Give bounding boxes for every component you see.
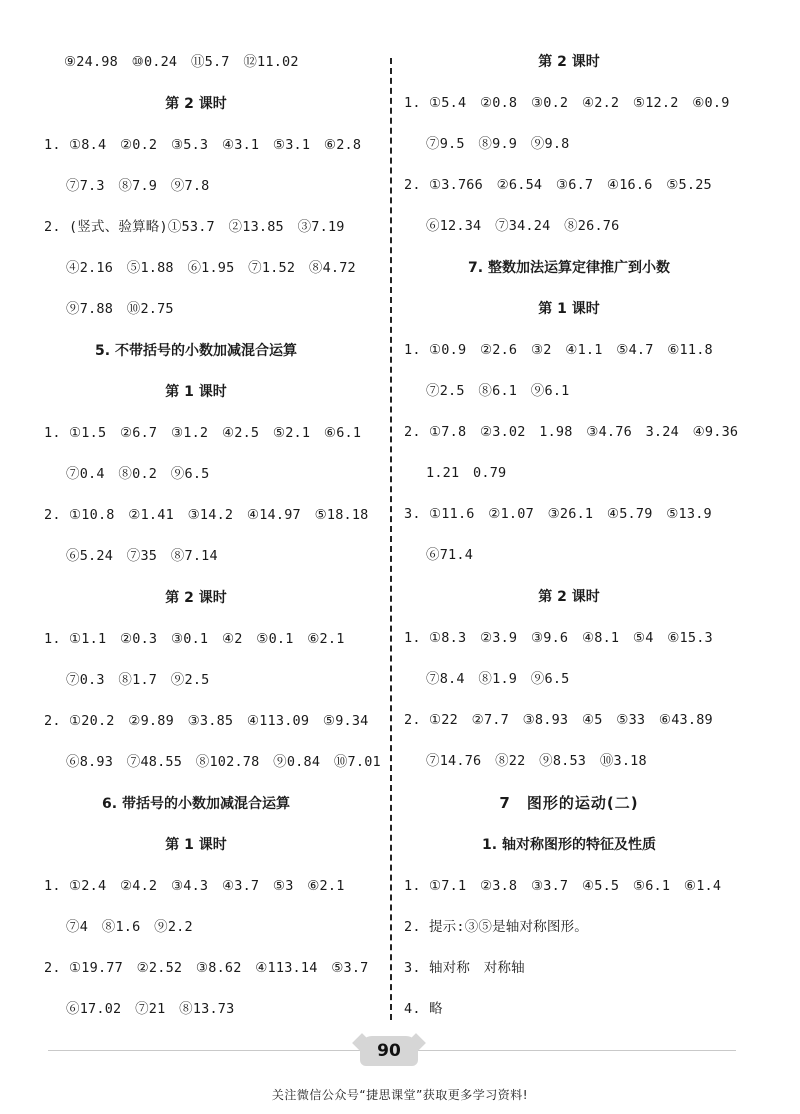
answer-line: ⑦4 ⑧1.6 ⑨2.2 bbox=[44, 919, 193, 935]
answer-line: ⑦7.3 ⑧7.9 ⑨7.8 bbox=[44, 178, 210, 194]
answer-line: 2. 提示:③⑤是轴对称图形。 bbox=[404, 919, 589, 935]
answer-line: 4. 略 bbox=[404, 1001, 443, 1017]
answer-line: 2. (竖式、验算略)①53.7 ②13.85 ③7.19 bbox=[44, 219, 345, 235]
lesson-heading: 第 1 课时 bbox=[165, 384, 227, 400]
answer-line: 2. ①3.766 ②6.54 ③6.7 ④16.6 ⑤5.25 bbox=[404, 177, 712, 193]
answer-line: 1. ①5.4 ②0.8 ③0.2 ④2.2 ⑤12.2 ⑥0.9 bbox=[404, 95, 730, 111]
section-heading: 6. 带括号的小数加减混合运算 bbox=[102, 796, 290, 812]
answer-line: ⑦0.3 ⑧1.7 ⑨2.5 bbox=[44, 672, 210, 688]
answer-line: 2. ①20.2 ②9.89 ③3.85 ④113.09 ⑤9.34 bbox=[44, 713, 369, 729]
answer-line: 2. ①19.77 ②2.52 ③8.62 ④113.14 ⑤3.7 bbox=[44, 960, 369, 976]
answer-line: ⑦14.76 ⑧22 ⑨8.53 ⑩3.18 bbox=[404, 753, 647, 769]
answer-line: 1. ①8.3 ②3.9 ③9.6 ④8.1 ⑤4 ⑥15.3 bbox=[404, 630, 713, 646]
answer-line: 1. ①1.5 ②6.7 ③1.2 ④2.5 ⑤2.1 ⑥6.1 bbox=[44, 425, 362, 441]
answer-line: ④2.16 ⑤1.88 ⑥1.95 ⑦1.52 ⑧4.72 bbox=[44, 260, 356, 276]
answer-line: ⑥5.24 ⑦35 ⑧7.14 bbox=[44, 548, 218, 564]
answer-line: ⑥71.4 bbox=[404, 547, 474, 563]
lesson-heading: 第 2 课时 bbox=[538, 54, 600, 70]
answer-line: ⑦8.4 ⑧1.9 ⑨6.5 bbox=[404, 671, 570, 687]
answer-line: ⑥8.93 ⑦48.55 ⑧102.78 ⑨0.84 ⑩7.01 bbox=[44, 754, 381, 770]
page-number: 90 bbox=[360, 1036, 418, 1066]
lesson-heading: 第 1 课时 bbox=[165, 837, 227, 853]
lesson-heading: 第 2 课时 bbox=[165, 96, 227, 112]
answer-line: 1. ①7.1 ②3.8 ③3.7 ④5.5 ⑤6.1 ⑥1.4 bbox=[404, 878, 722, 894]
section-heading: 1. 轴对称图形的特征及性质 bbox=[482, 837, 656, 853]
answer-line: 1. ①0.9 ②2.6 ③2 ④1.1 ⑤4.7 ⑥11.8 bbox=[404, 342, 713, 358]
lesson-heading: 第 2 课时 bbox=[165, 590, 227, 606]
answer-line: 1. ①2.4 ②4.2 ③4.3 ④3.7 ⑤3 ⑥2.1 bbox=[44, 878, 345, 894]
answer-line: 2. ①22 ②7.7 ③8.93 ④5 ⑤33 ⑥43.89 bbox=[404, 712, 713, 728]
answer-line: ⑨24.98 ⑩0.24 ⑪5.7 ⑫11.02 bbox=[64, 54, 299, 70]
answer-line: 3. ①11.6 ②1.07 ③26.1 ④5.79 ⑤13.9 bbox=[404, 506, 712, 522]
footer-note: 关注微信公众号“捷思课堂”获取更多学习资料! bbox=[271, 1088, 529, 1102]
column-divider bbox=[390, 58, 392, 1020]
answer-line: ⑦9.5 ⑧9.9 ⑨9.8 bbox=[404, 136, 570, 152]
answer-line: 2. ①7.8 ②3.02 1.98 ③4.76 3.24 ④9.36 bbox=[404, 424, 739, 440]
answer-line: 1. ①1.1 ②0.3 ③0.1 ④2 ⑤0.1 ⑥2.1 bbox=[44, 631, 345, 647]
answer-line: ⑥12.34 ⑦34.24 ⑧26.76 bbox=[404, 218, 620, 234]
section-heading: 5. 不带括号的小数加减混合运算 bbox=[95, 343, 297, 359]
answer-line: ⑦0.4 ⑧0.2 ⑨6.5 bbox=[44, 466, 210, 482]
answer-line: 3. 轴对称 对称轴 bbox=[404, 960, 525, 976]
answer-line: 2. ①10.8 ②1.41 ③14.2 ④14.97 ⑤18.18 bbox=[44, 507, 369, 523]
answer-line: 1. ①8.4 ②0.2 ③5.3 ④3.1 ⑤3.1 ⑥2.8 bbox=[44, 137, 362, 153]
lesson-heading: 第 2 课时 bbox=[538, 589, 600, 605]
answer-line: ⑨7.88 ⑩2.75 bbox=[44, 301, 174, 317]
answer-line: ⑥17.02 ⑦21 ⑧13.73 bbox=[44, 1001, 235, 1017]
lesson-heading: 第 1 课时 bbox=[538, 301, 600, 317]
chapter-heading: 7 图形的运动(二) bbox=[499, 794, 639, 812]
answer-line: ⑦2.5 ⑧6.1 ⑨6.1 bbox=[404, 383, 570, 399]
answer-line: 1.21 0.79 bbox=[404, 465, 507, 481]
section-heading: 7. 整数加法运算定律推广到小数 bbox=[468, 260, 670, 276]
